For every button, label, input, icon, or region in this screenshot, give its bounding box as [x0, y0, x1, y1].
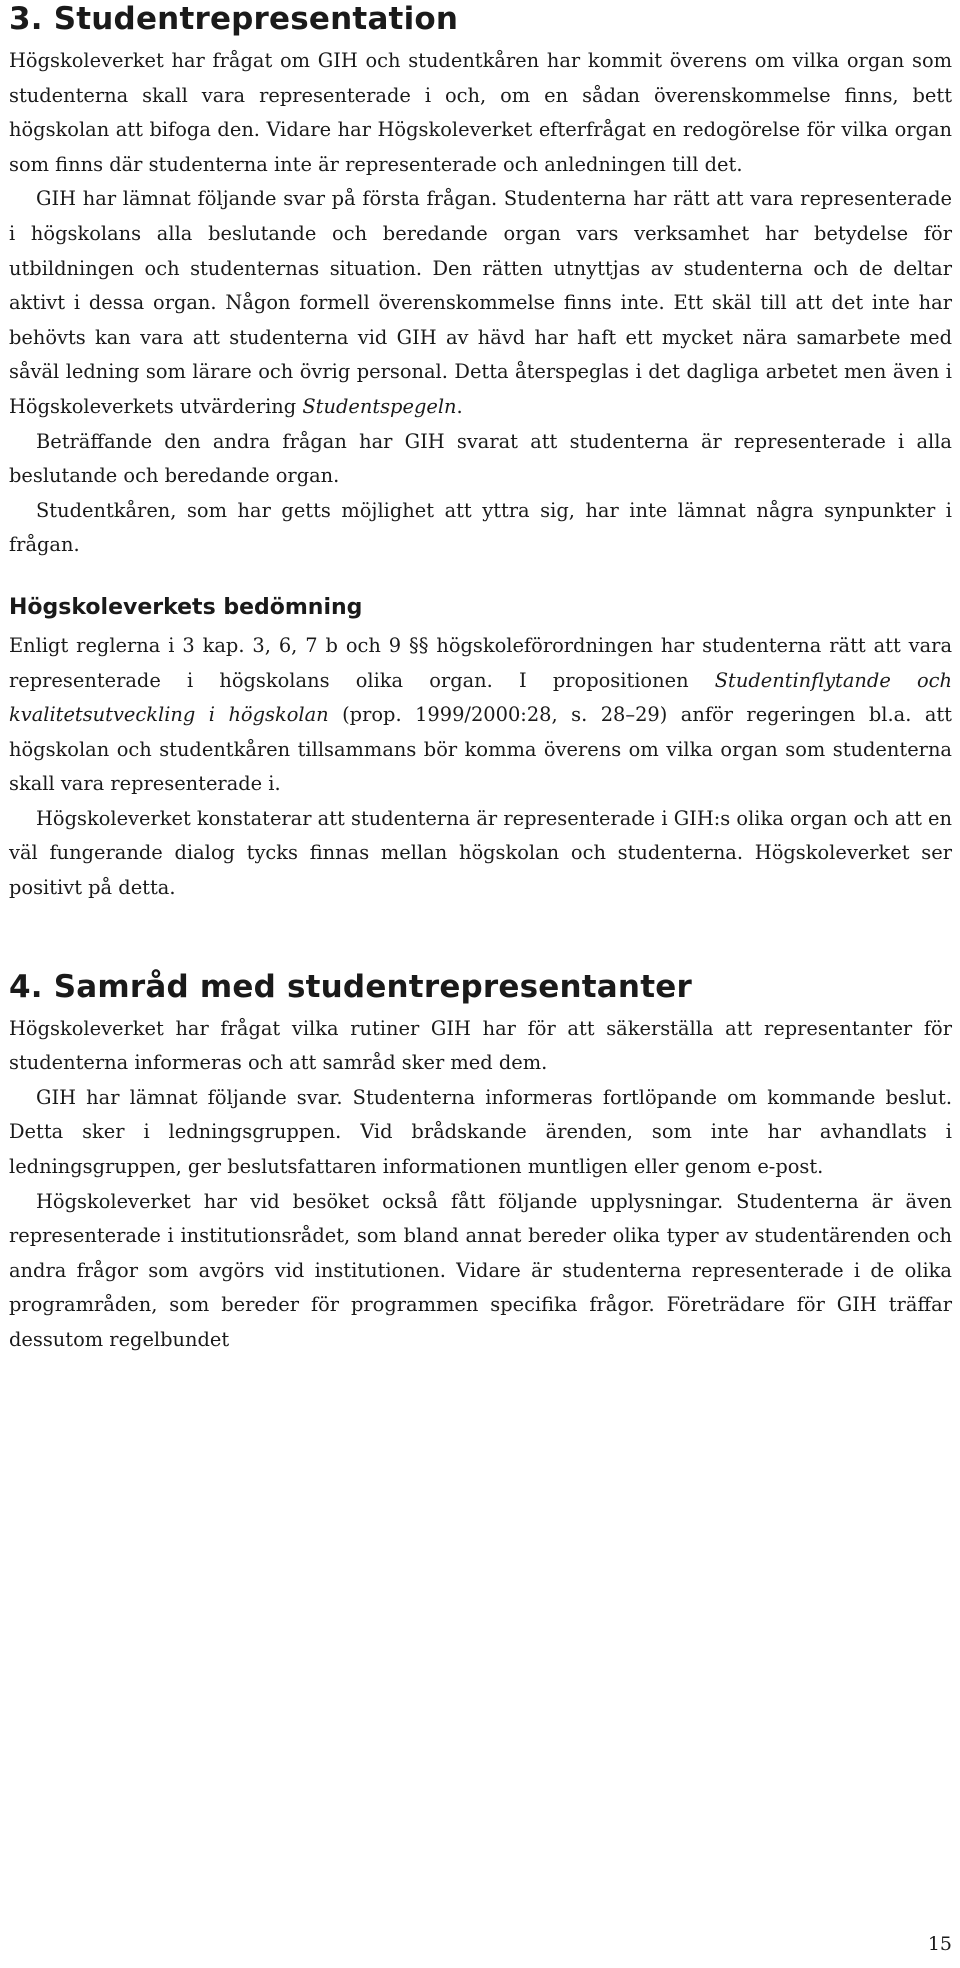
section-3-paragraph-2-text: GIH har lämnat följande svar på första frågan. Studenterna har rätt att vara representerade i högskolans alla beslutande och beredande organ vars verksamhet har betydelse för utbildningen och studenternas situation. Den rätten utnyttjas av studenterna och de deltar aktivt i dessa organ. Någon formell överenskommelse finns inte. Ett skäl till att det inte har behövts kan vara att studenterna vid GIH av hävd har haft ett mycket nära samarbete med såväl ledning som lärare och övrig personal. Detta återspeglas i det dagliga arbetet men även i Högskoleverkets utvärdering: [9, 187, 952, 418]
page-number: 15: [927, 1933, 952, 1955]
section-3-paragraph-3: Beträffande den andra frågan har GIH svarat att studenterna är representerade i alla beslutande och beredande organ.: [9, 429, 952, 488]
section-4-paragraph-1: Högskoleverket har frågat vilka rutiner GIH har för att säkerställa att representanter för studenterna informeras och att samråd sker med dem.: [9, 1016, 952, 1075]
section-4-paragraph-2: GIH har lämnat följande svar. Studenterna informeras fortlöpande om kommande beslut. Detta sker i ledningsgruppen. Vid brådskande ärenden, som inte har avhandlats i ledningsgruppen, ger beslutsfattaren informationen muntligen eller genom e-post.: [9, 1085, 952, 1179]
section-3-paragraph-2: [9, 182, 952, 424]
assessment-paragraph-1-end: (prop. 1999/2000:28, s. 28–29) anför regeringen bl.a. att högskolan och studentkåren tillsammans bör komma överens om vilka organ som studenterna skall vara representerade i.: [9, 703, 952, 796]
assessment-paragraph-1-text: Enligt reglerna i 3 kap. 3, 6, 7 b och 9 §§ högskoleförordningen har studenterna rätt att vara representerade i högskolans olika organ. I propositionen: [9, 633, 952, 692]
studentspegeln-title: Studentspegeln: [302, 394, 457, 418]
assessment-heading: Högskoleverkets bedömning: [9, 594, 363, 620]
assessment-paragraph-1: [9, 629, 952, 802]
section-4-heading: 4. Samråd med studentrepresentanter: [9, 968, 692, 1005]
document-page: [9, 0, 952, 1358]
section-3-paragraph-2-end: .: [456, 394, 463, 418]
section-3-heading: 3. Studentrepresentation: [9, 1, 459, 37]
section-4-paragraph-3: Högskoleverket har vid besöket också fått följande upplysningar. Studenterna är även representerade i institutionsrådet, som bland annat bereder olika typer av studentärenden och andra frågor som avgörs vid institutionen. Vidare är studenterna representerade i de olika programråden, som bereder för programmen specifika frågor. Företrädare för GIH träffar dessutom regelbundet: [9, 1189, 952, 1351]
section-3-paragraph-4: Studentkåren, som har getts möjlighet att yttra sig, har inte lämnat några synpunkter i frågan.: [9, 498, 952, 557]
assessment-paragraph-2: Högskoleverket konstaterar att studenterna är representerade i GIH:s olika organ och att en väl fungerande dialog tycks finnas mellan högskolan och studenterna. Högskoleverket ser positivt på detta.: [9, 806, 952, 900]
section-3-paragraph-1: Högskoleverket har frågat om GIH och studentkåren har kommit överens om vilka organ som studenterna skall vara representerade i och, om en sådan överenskommelse finns, bett högskolan att bifoga den. Vidare har Högskoleverket efterfrågat en redogörelse för vilka organ som finns där studenterna inte är representerade och anledningen till det.: [9, 49, 952, 176]
proposition-title: Studentinflytande och kvalitetsutveckling i högskolan: [9, 668, 952, 727]
